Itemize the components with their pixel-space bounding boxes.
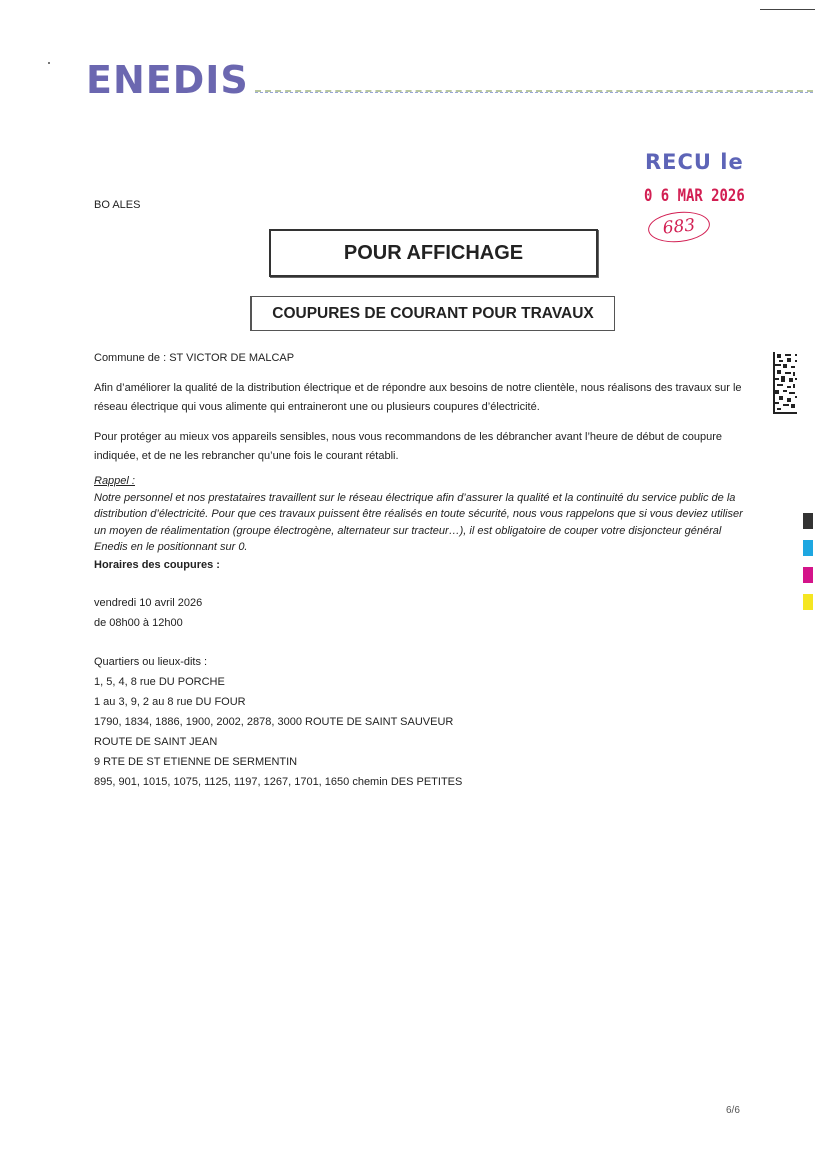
calibration-yellow bbox=[803, 594, 813, 610]
scan-dot bbox=[48, 62, 50, 64]
reminder-text: Notre personnel et nos prestataires travaillent sur le réseau électrique afin d’assurer la qualité et la continuité du service public de la distribution d’électricité. Pour que ces travaux puissent être réalisés en toute sécurité, nous vous rappelons que si vous deviez utiliser un moyen de réalimentation (groupe électrogène, alternateur sur tracteur…), il est obligatoire de couper votre disjoncteur général Enedis en le positionnant sur 0. bbox=[94, 491, 743, 553]
commune-line: Commune de : ST VICTOR DE MALCAP bbox=[94, 352, 295, 364]
locations-heading: Quartiers ou lieux-dits : bbox=[94, 656, 208, 668]
advice-paragraph: Pour protéger au mieux vos appareils sensibles, nous vous recommandons de les débrancher avant l’heure de début de coupure indiquée, et de ne les rebrancher qu’une fois le courant rétabli. bbox=[94, 431, 722, 462]
reminder-title: Rappel : bbox=[94, 475, 135, 487]
reminder-block bbox=[94, 473, 744, 556]
location-item: 895, 901, 1015, 1075, 1125, 1197, 1267, 1701, 1650 chemin DES PETITES bbox=[94, 776, 463, 788]
schedule-time: de 08h00 à 12h00 bbox=[94, 617, 183, 629]
logo-rule-secondary bbox=[255, 92, 813, 93]
location-item: 9 RTE DE ST ETIENNE DE SERMENTIN bbox=[94, 756, 298, 768]
page-title-text: POUR AFFICHAGE bbox=[343, 241, 524, 264]
calibration-cyan bbox=[803, 540, 813, 556]
enedis-logo: ENEDIS bbox=[86, 58, 249, 102]
schedule-date: vendredi 10 avril 2026 bbox=[94, 597, 203, 609]
page-subtitle bbox=[250, 296, 615, 331]
datamatrix-code-icon bbox=[773, 352, 797, 414]
calibration-black bbox=[803, 513, 813, 529]
location-item: 1 au 3, 9, 2 au 8 rue DU FOUR bbox=[94, 696, 246, 708]
page-title bbox=[269, 229, 598, 277]
received-stamp-number: 683 bbox=[647, 209, 712, 245]
page-number: 6/6 bbox=[726, 1105, 740, 1116]
received-stamp-date: 0 6 MAR 2026 bbox=[644, 186, 745, 206]
location-item: 1790, 1834, 1886, 1900, 2002, 2878, 3000 ROUTE DE SAINT SAUVEUR bbox=[94, 716, 454, 728]
office-label: BO ALES bbox=[94, 199, 141, 211]
intro-paragraph: Afin d’améliorer la qualité de la distribution électrique et de répondre aux besoins de notre clientèle, nous réalisons des travaux sur le réseau électrique qui vous alimente qui entraineront une ou plusieurs coupures d’électricité. bbox=[94, 382, 742, 413]
schedule-heading: Horaires des coupures : bbox=[94, 559, 220, 571]
received-stamp: RECU le bbox=[645, 150, 744, 174]
location-item: ROUTE DE SAINT JEAN bbox=[94, 736, 218, 748]
page-subtitle-text: COUPURES DE COURANT POUR TRAVAUX bbox=[272, 304, 594, 322]
location-item: 1, 5, 4, 8 rue DU PORCHE bbox=[94, 676, 225, 688]
scan-edge-line bbox=[760, 9, 815, 10]
calibration-magenta bbox=[803, 567, 813, 583]
